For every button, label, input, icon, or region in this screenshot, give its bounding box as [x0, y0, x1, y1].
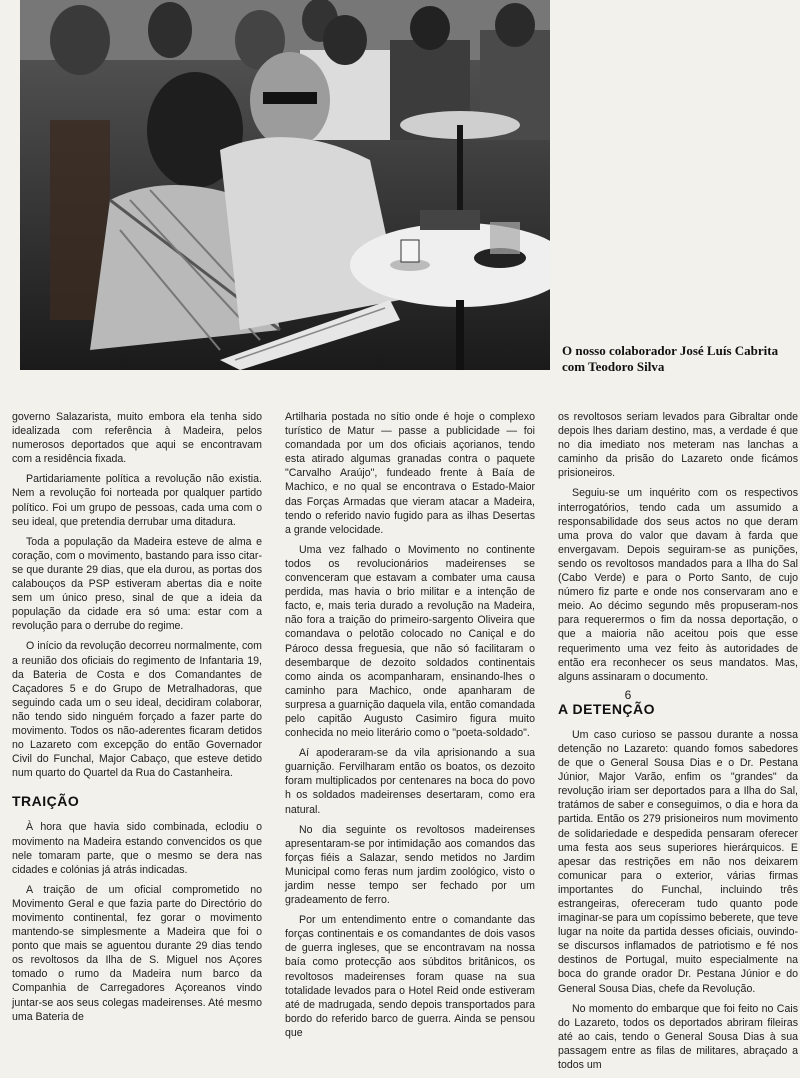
- page-marker: 6: [624, 687, 632, 702]
- text-column-2: [285, 410, 535, 1046]
- paragraph: Aí apoderaram-se da vila aprisionando a sua guarnição. Fervilharam então os boatos, os dezoito foram multiplicados por centenares na boca do povo h os soldados madeirenses desertaram, como era natural.: [285, 747, 535, 816]
- paragraph: Um caso curioso se passou durante a nossa detenção no Lazareto: quando fomos sabedores de que o General Sousa Dias e o Dr. Pestana Júnior, Major Varão, enfim os "grandes" da revolução iriam ser deportados para a Ilha do Sal, tratámos de saber e conseguimos, o dia e hora da partida. Então os 279 prisioneiros num movimento de solidariedade e despedida pensaram oferecer uma festa aos seus superiores hierárquicos. E apesar das restrições em não nos deixarem comunicar para o exterior, várias firmas importantes do Funchal, incluindo três estrangeiras, ofereceram tudo quanto pode imaginar-se para um copíssimo beberete, que teve lugar na noite da partida desses oficiais, ouvindo-se discursos inflamados de patriotismo e fé nos destinos de Portugal, muito especialmente na boca do grande orador Dr. Pestana Júnior e do General Sousa Dias, chefe da Revolução.: [558, 728, 798, 995]
- paragraph: O início da revolução decorreu normalmente, com a reunião dos oficiais do regimento de Infantaria 19, da Bateria de Costa e dos Comandantes de Caçadores 5 e do Grupo de Metralhadoras, que seguindo cada um o seu ideal, decidiram colaborar, não tendo sido ninguém forçado a fazer parte do movimento. Todos os não-aderentes ficaram detidos no Lazareto com excepção do então Governador Civil do Funchal, Major Cabaço, que esteve detido num quarto do Quartel da Rua do Castanheira.: [12, 640, 262, 780]
- photo-cafe-scene: [20, 0, 550, 370]
- text-column-3: [558, 410, 798, 1078]
- paragraph: Por um entendimento entre o comandante das forças continentais e os comandantes de dois vasos de guerra ingleses, que se encontravam na nossa baía como protecção aos súbditos britânicos, os revoltosos madeirenses foram quase na sua totalidade levados para o Hotel Reid onde estiveram até de madrugada, sendo depois transportados para bordo do referido barco de guerra. Ainda se pensou que: [285, 914, 535, 1039]
- paragraph: governo Salazarista, muito embora ela tenha sido idealizada com referência à Madeira, pelos numerosos deportados que aqui se encontravam com a residência fixada.: [12, 411, 262, 466]
- paragraph: Toda a população da Madeira esteve de alma e coração, com o movimento, bastando para isso citar-se que durante 29 dias, que ela durou, as portas dos calabouços da PSP estiveram abertas dia e noite sem um único preso, sinal de que a ideia da população da cidade era só uma: estar com a revolução para o derrube do regime.: [12, 535, 262, 633]
- paragraph: Artilharia postada no sítio onde é hoje o complexo turístico de Matur — passe a publicidade — foi comandada por um dos oficiais açorianos, tendo esta atirado algumas granadas contra o paquete "Carvalho Araújo", fundeado frente à Baía de Machico, e no qual se encontrava o Estado-Maior das Forças Armadas que vieram atacar a Madeira, tendo o referido navio fugido para as ilhas Desertas a grande velocidade.: [285, 411, 535, 536]
- paragraph: À hora que havia sido combinada, eclodiu o movimento na Madeira estando convencidos os que nele tomaram parte, que o mesmo se dera nas cidades e colónias já atrás indicadas.: [12, 821, 262, 876]
- paragraph: No momento do embarque que foi feito no Cais do Lazareto, todos os deportados abriram fileiras até ao cais, tendo o General Sousa Dias à sua passagem entre as filas de militares, abraçado a todos um: [558, 1002, 798, 1072]
- paragraph: No dia seguinte os revoltosos madeirenses apresentaram-se por intimidação aos comandos das forças fiéis a Salazar, sendo metidos no Jardim Municipal como feras num jardim zoológico, visto o jardim nesse tempo ser fechado por um gradeamento de ferro.: [285, 823, 535, 907]
- paragraph: A traição de um oficial comprometido no Movimento Geral e que fazia parte do Directório do movimento continental, fez gorar o movimento mantendo-se simplesmente a Madeira que foi o ponto que mais se aguentou durante 29 dias tendo os revoltosos da Ilha de S. Miguel nos Açores tomado o rumo da Madeira num barco da Companhia de Carregadores Açoreanos vindo juntar-se aos seus colegas madeirenses. Até mesmo uma Bateria de: [12, 883, 262, 1023]
- section-heading-traicao: TRAIÇÃO: [12, 793, 80, 810]
- paragraph: os revoltosos seriam levados para Gibraltar onde depois lhes dariam destino, mas, a verdade é que no dia imediato nos meteram nas lanchas a caminho da prisão do Lazareto onde ficámos prisioneiros.: [558, 411, 798, 480]
- paragraph: Seguiu-se um inquérito com os respectivos interrogatórios, tendo cada um assumido a responsabilidade dos seus actos no que deram uma prova do valor que davam à farda que envergavam. Depois seguiram-se as punições, sendo os revoltosos mandados para a Ilha do Sal (Cabo Verde) e para o Porto Santo, de cujo número fiz parte e onde nos conservaram ano e meio. Ao décimo segundo mês propuseram-nos para requerermos o fim da nossa deportação, o que a maioria não aceitou pois que esse requerimento uma vez feito às autoridades de então era reconhecer os seus mandatos. Mas, alguns assinaram o documento.: [558, 487, 798, 683]
- section-heading-detencao: A DETENÇÃO: [558, 700, 656, 717]
- paragraph: Uma vez falhado o Movimento no continente todos os revolucionários madeirenses se convenceram que estavam a combater uma causa perdida, mas havia o brio militar e a intenção de facto, e, mais teria durado a revolução na Madeira, não fora a traição do primeiro-sargento Oliveira que comandava o pelotão colocado no Caniçal e do Pároco dessa freguesia, que não só facilitaram o desembarque de dezoito soldados continentais como ainda os acompanharam, ensinando-lhes o caminho para Machico, onde apanharam de surpresa a guarnição daquela vila, então comandada pelo capitão Augusto Casimiro figura muito conhecida no meio literário como o "poeta-soldado".: [285, 543, 535, 740]
- photo-caption: O nosso colaborador José Luís Cabrita com Teodoro Silva: [562, 343, 779, 374]
- paragraph: Partidariamente política a revolução não existia. Nem a revolução foi norteada por qualquer partido político. Foi um grupo de pessoas, cada uma com o seu ideal, que pretendia derrubar uma ditadura.: [12, 473, 262, 528]
- text-column-1: [12, 410, 262, 1030]
